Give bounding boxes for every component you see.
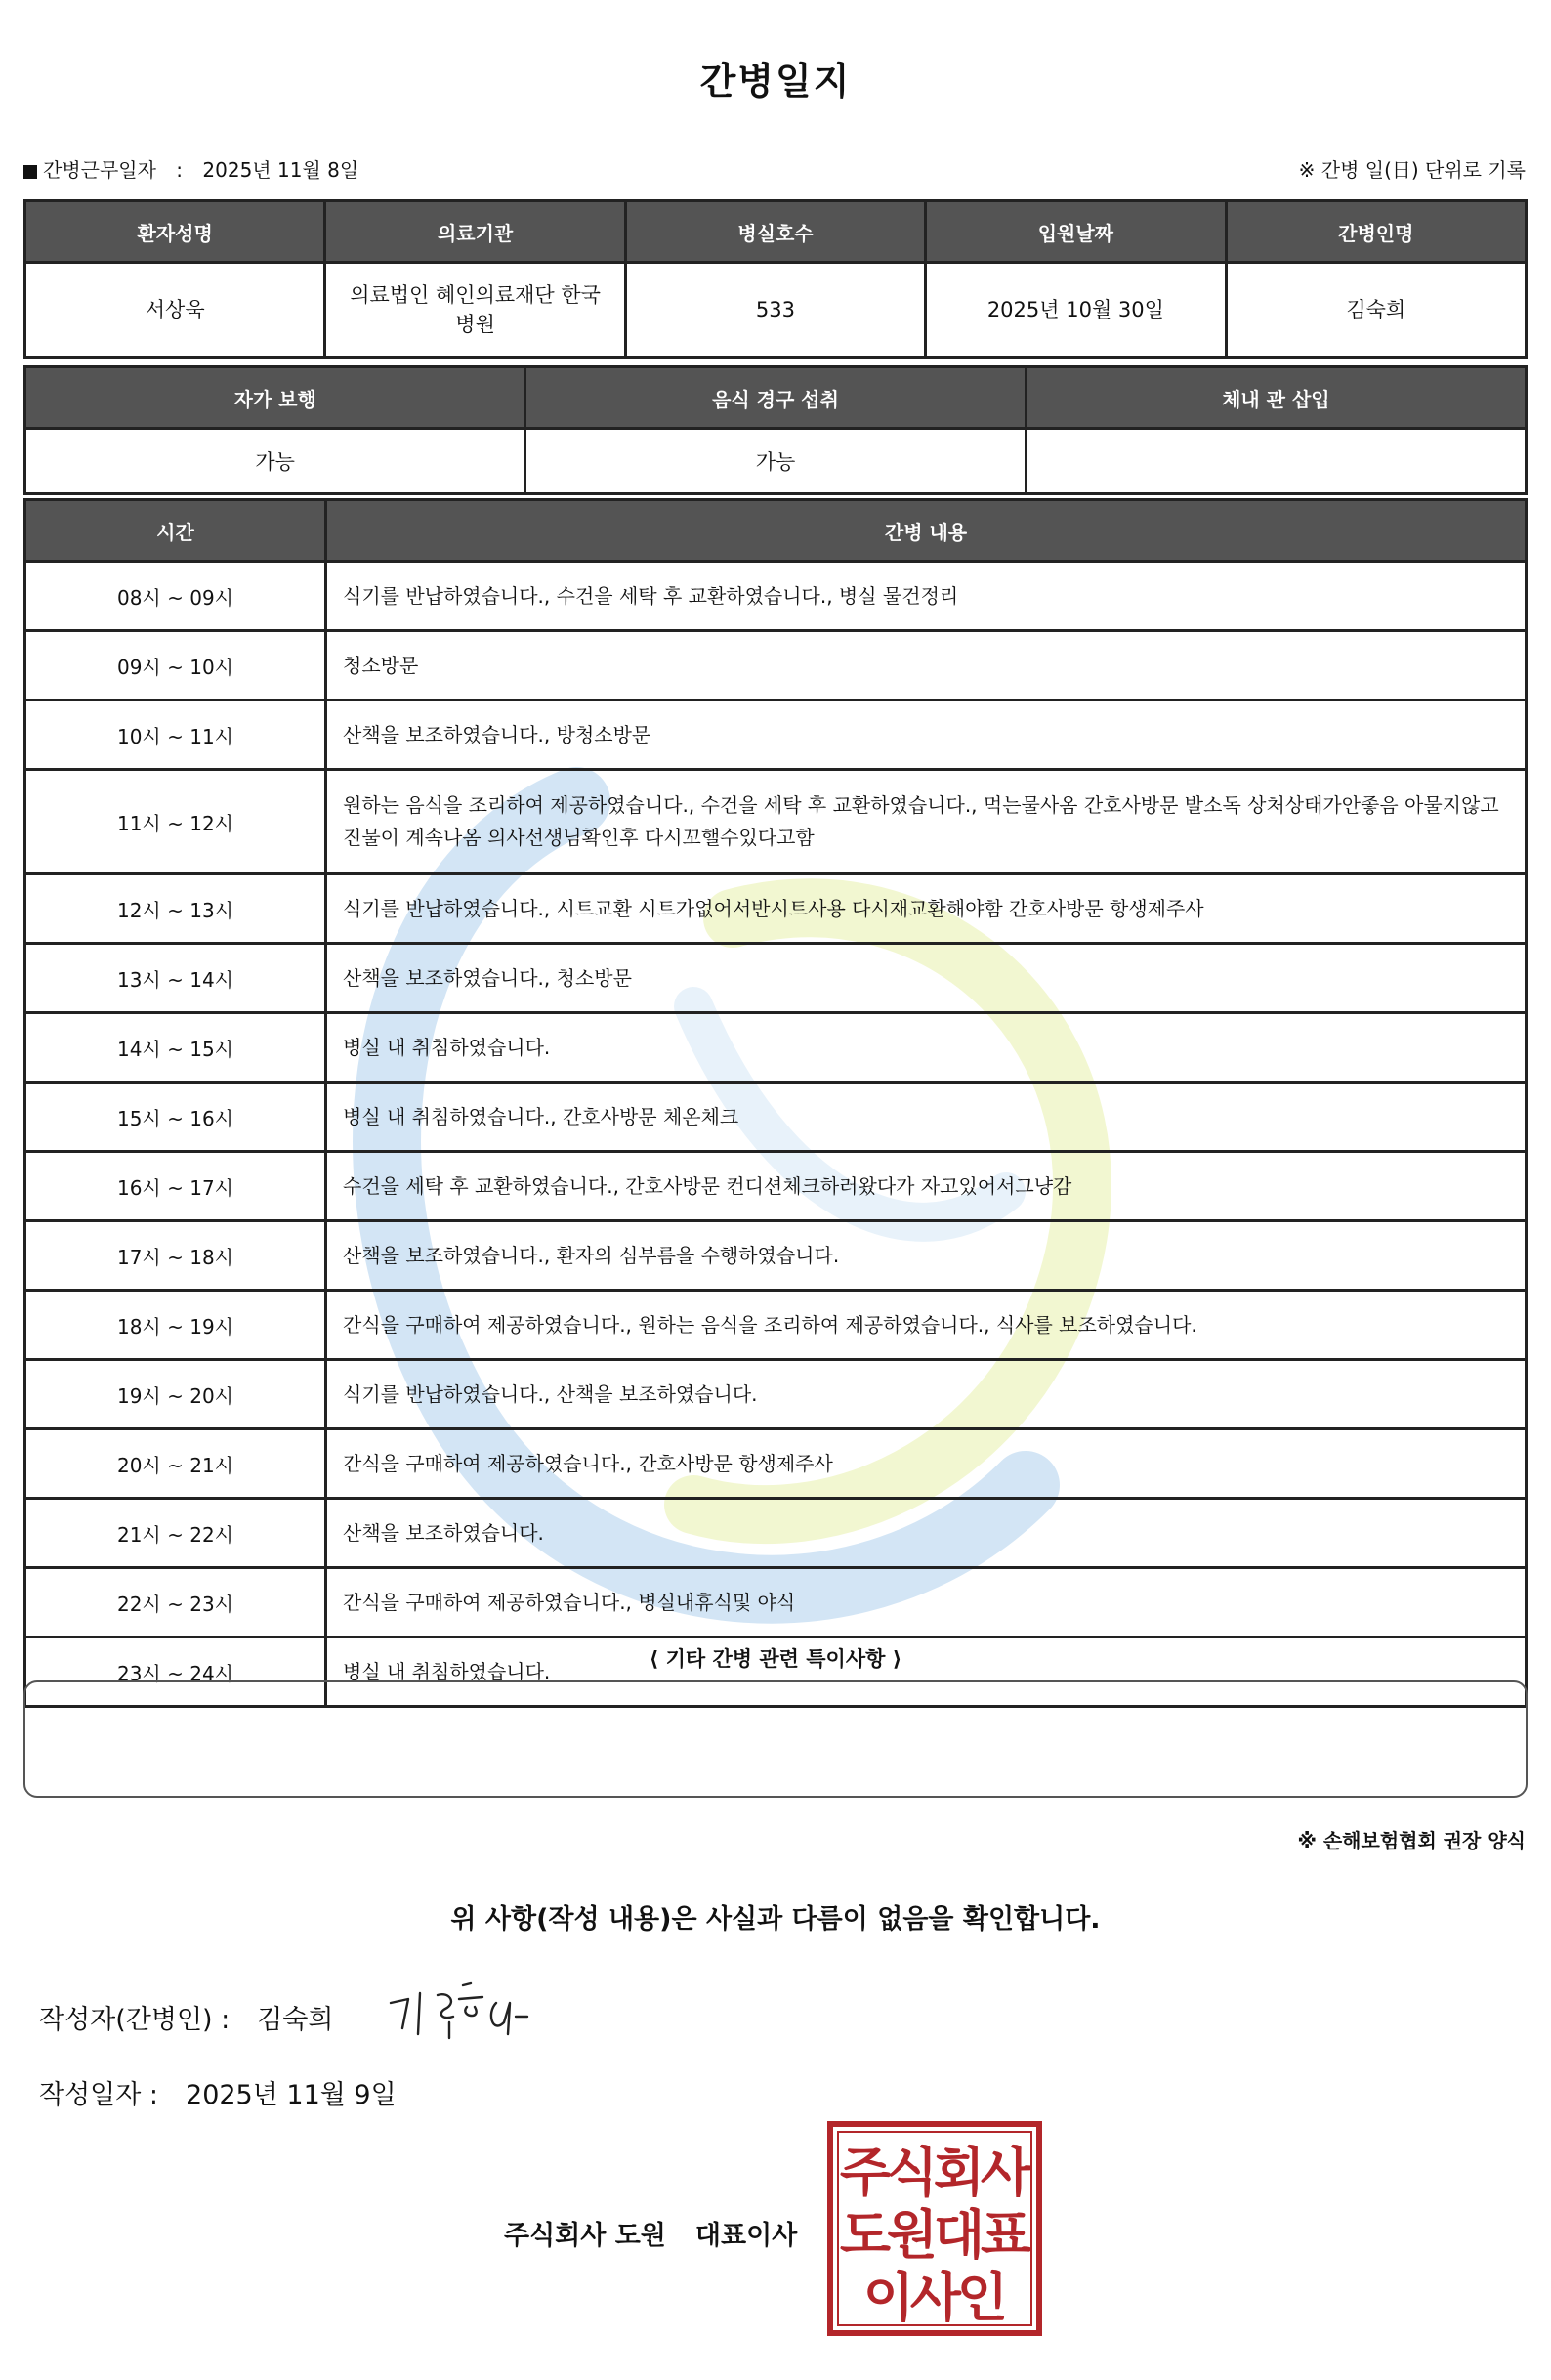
header-care-content: 간병 내용 — [326, 500, 1527, 562]
ceo-title: 대표이사 — [694, 2221, 798, 2251]
table-row — [25, 631, 1527, 701]
table-row — [25, 1360, 1527, 1429]
work-date-separator: : — [176, 158, 184, 182]
company-signature-line — [504, 2214, 797, 2252]
row-content: 식기를 반납하였습니다., 산책을 보조하였습니다. — [326, 1360, 1527, 1429]
svg-text:사: 사 — [909, 2267, 962, 2328]
row-time: 11시 ~ 12시 — [25, 770, 326, 874]
work-date — [23, 154, 358, 183]
row-content: 청소방문 — [326, 631, 1527, 701]
row-content: 산책을 보조하였습니다., 환자의 심부름을 수행하였습니다. — [326, 1221, 1527, 1291]
row-content: 병실 내 취침하였습니다. — [326, 1013, 1527, 1083]
row-content: 간식을 구매하여 제공하였습니다., 원하는 음식을 조리하여 제공하였습니다., 식사를 보조하였습니다. — [326, 1291, 1527, 1360]
table-row — [25, 770, 1527, 874]
header-tube-insertion: 체내 관 삽입 — [1026, 367, 1526, 429]
row-time: 08시 ~ 09시 — [25, 562, 326, 631]
patient-name: 서상욱 — [25, 263, 325, 358]
hospital-name: 의료법인 혜인의료재단 한국병원 — [325, 263, 625, 358]
document-title: 간병일지 — [699, 60, 852, 103]
written-date-line — [39, 2073, 397, 2111]
row-content: 간식을 구매하여 제공하였습니다., 병실내휴식및 야식 — [326, 1568, 1527, 1637]
table-row — [25, 874, 1527, 944]
header-admission-date: 입원날짜 — [926, 201, 1226, 263]
header-time: 시간 — [25, 500, 326, 562]
caregiver-name: 김숙희 — [1226, 263, 1526, 358]
svg-text:도: 도 — [839, 2204, 892, 2266]
row-content: 병실 내 취침하였습니다. — [326, 1637, 1527, 1707]
patient-status-table — [23, 365, 1528, 495]
row-content: 수건을 세탁 후 교환하였습니다., 간호사방문 컨디션체크하러왔다가 자고있어서그냥감 — [326, 1152, 1527, 1221]
written-date-value: 2025년 11월 9일 — [186, 2080, 397, 2110]
table-row — [25, 1291, 1527, 1360]
row-time: 21시 ~ 22시 — [25, 1499, 326, 1568]
svg-text:사: 사 — [980, 2142, 1032, 2203]
record-unit-note: ※ 간병 일(日) 단위로 기록 — [1298, 158, 1526, 182]
header-room-number: 병실호수 — [625, 201, 925, 263]
header-patient-name: 환자성명 — [25, 201, 325, 263]
header-oral-intake: 음식 경구 섭취 — [525, 367, 1026, 429]
row-time: 20시 ~ 21시 — [25, 1429, 326, 1499]
oral-intake-value: 가능 — [525, 429, 1026, 494]
patient-info-table — [23, 199, 1528, 359]
svg-text:대: 대 — [933, 2204, 985, 2266]
admission-date: 2025년 10월 30일 — [926, 263, 1226, 358]
row-time: 16시 ~ 17시 — [25, 1152, 326, 1221]
writer-line — [39, 1998, 334, 2036]
row-content: 산책을 보조하였습니다., 방청소방문 — [326, 701, 1527, 770]
row-time: 15시 ~ 16시 — [25, 1083, 326, 1152]
row-content: 식기를 반납하였습니다., 시트교환 시트가없어서반시트사용 다시재교환해야함 간호사방문 항생제주사 — [326, 874, 1527, 944]
row-content: 원하는 음식을 조리하여 제공하였습니다., 수건을 세탁 후 교환하였습니다., 먹는물사옴 간호사방문 발소독 상처상태가안좋음 아물지않고 진물이 계속나옴 의사선생님확인후 다시꼬핼수있다고함 — [326, 770, 1527, 874]
table-row — [25, 1152, 1527, 1221]
header-hospital: 의료기관 — [325, 201, 625, 263]
work-date-label: 간병근무일자 — [43, 158, 156, 182]
written-date-label: 작성일자 : — [39, 2080, 159, 2110]
row-content: 병실 내 취침하였습니다., 간호사방문 체온체크 — [326, 1083, 1527, 1152]
company-seal-stamp — [826, 2120, 1043, 2337]
row-time: 13시 ~ 14시 — [25, 944, 326, 1013]
tube-insertion-value — [1026, 429, 1526, 494]
table-row — [25, 1429, 1527, 1499]
row-time: 14시 ~ 15시 — [25, 1013, 326, 1083]
row-content: 산책을 보조하였습니다., 청소방문 — [326, 944, 1527, 1013]
care-log-table — [23, 498, 1528, 1708]
header-self-walking: 자가 보행 — [25, 367, 525, 429]
row-time: 17시 ~ 18시 — [25, 1221, 326, 1291]
square-bullet-icon — [23, 165, 37, 179]
svg-text:이: 이 — [862, 2267, 915, 2328]
table-row — [25, 1083, 1527, 1152]
row-time: 22시 ~ 23시 — [25, 1568, 326, 1637]
table-row — [25, 1221, 1527, 1291]
row-time: 19시 ~ 20시 — [25, 1360, 326, 1429]
row-content: 간식을 구매하여 제공하였습니다., 간호사방문 항생제주사 — [326, 1429, 1527, 1499]
association-note: ※ 손해보험협회 권장 양식 — [1297, 1829, 1526, 1852]
header-caregiver-name: 간병인명 — [1226, 201, 1526, 263]
writer-name: 김숙희 — [257, 2005, 334, 2035]
row-time: 23시 ~ 24시 — [25, 1637, 326, 1707]
table-row — [25, 562, 1527, 631]
table-row — [25, 1013, 1527, 1083]
remarks-title: ⟨ 기타 간병 관련 특이사항 ⟩ — [649, 1647, 902, 1671]
table-row — [25, 1568, 1527, 1637]
svg-text:인: 인 — [956, 2267, 1009, 2328]
table-row — [25, 701, 1527, 770]
confirmation-statement: 위 사항(작성 내용)은 사실과 다름이 없음을 확인합니다. — [450, 1904, 1101, 1934]
remarks-box — [23, 1680, 1528, 1798]
self-walking-value: 가능 — [25, 429, 525, 494]
row-content: 산책을 보조하였습니다. — [326, 1499, 1527, 1568]
company-name: 주식회사 도원 — [504, 2221, 666, 2251]
row-time: 18시 ~ 19시 — [25, 1291, 326, 1360]
table-row — [25, 944, 1527, 1013]
row-time: 12시 ~ 13시 — [25, 874, 326, 944]
work-date-value: 2025년 11월 8일 — [202, 158, 359, 182]
svg-text:식: 식 — [886, 2142, 939, 2203]
table-row — [25, 1499, 1527, 1568]
row-time: 10시 ~ 11시 — [25, 701, 326, 770]
row-time: 09시 ~ 10시 — [25, 631, 326, 701]
handwritten-signature — [381, 1974, 537, 2052]
svg-text:원: 원 — [886, 2204, 939, 2266]
writer-label: 작성자(간병인) : — [39, 2005, 231, 2035]
svg-text:표: 표 — [980, 2204, 1032, 2266]
room-number: 533 — [625, 263, 925, 358]
svg-text:주: 주 — [839, 2142, 892, 2203]
row-content: 식기를 반납하였습니다., 수건을 세탁 후 교환하였습니다., 병실 물건정리 — [326, 562, 1527, 631]
svg-text:회: 회 — [933, 2142, 985, 2203]
